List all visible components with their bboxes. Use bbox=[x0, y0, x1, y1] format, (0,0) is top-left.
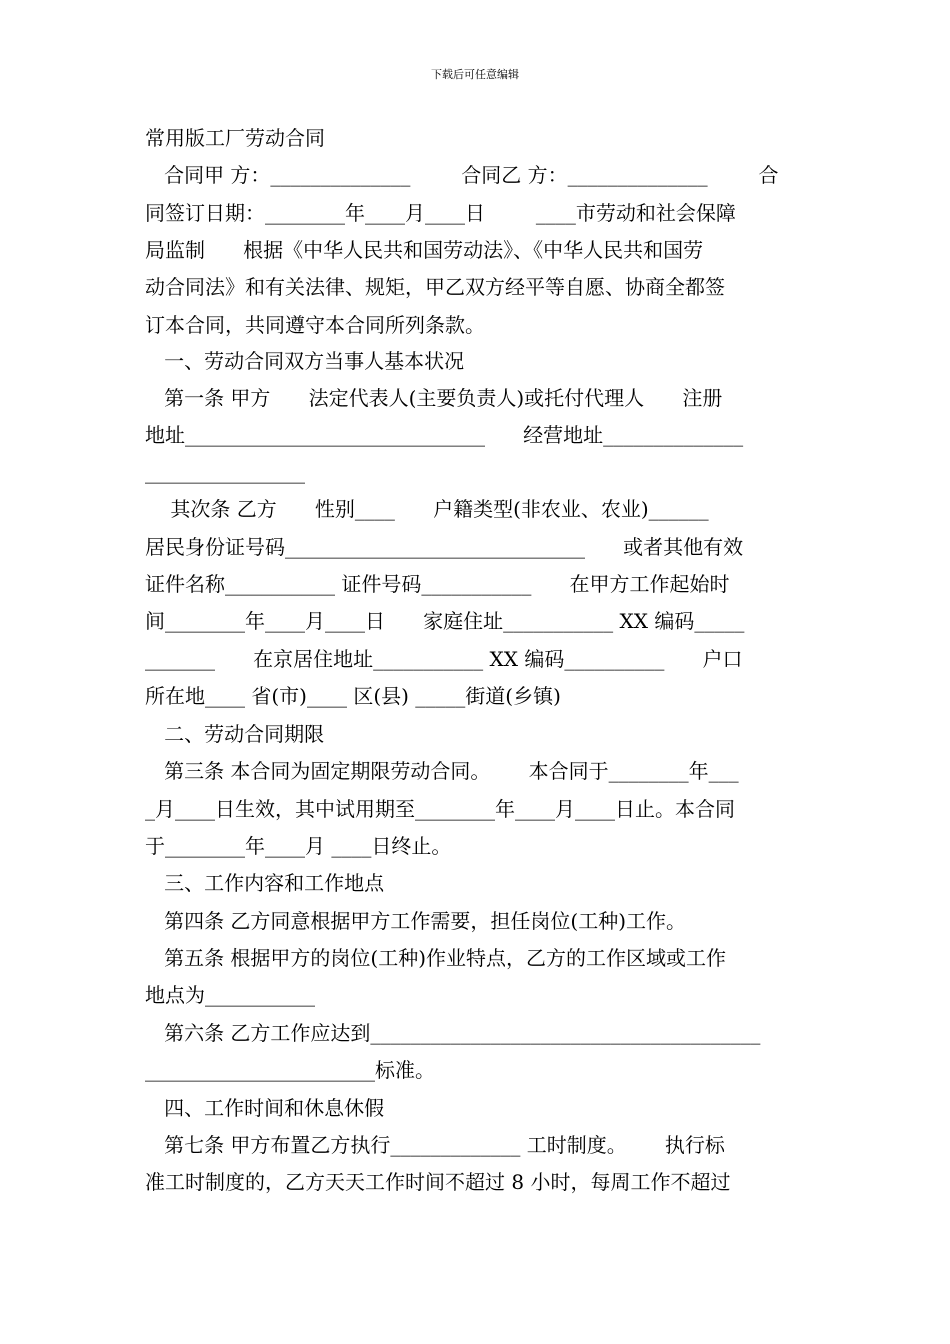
document-line: 一、劳动合同双方当事人基本状况 bbox=[145, 349, 465, 373]
document-line: 二、劳动合同期限 bbox=[145, 722, 325, 746]
document-line: _______ 在京居住地址___________ XX 编码__________ 户口 bbox=[145, 647, 743, 671]
document-line: 第三条 本合同为固定期限劳动合同。 本合同于________年___ bbox=[145, 759, 739, 783]
document-line: 地点为___________ bbox=[145, 983, 315, 1007]
document-line: 证件名称___________ 证件号码___________ 在甲方工作起始时 bbox=[145, 572, 730, 596]
page-header-note: 下载后可任意编辑 bbox=[431, 68, 519, 81]
document-line: 居民身份证号码______________________________ 或者其他有效 bbox=[145, 535, 744, 559]
document-line: 第六条 乙方工作应达到_______________________________________ bbox=[145, 1021, 761, 1045]
document-line: ________________ bbox=[145, 460, 305, 484]
document-line: 订本合同，共同遵守本合同所列条款。 bbox=[145, 313, 485, 337]
document-line: 准工时制度的，乙方天天工作时间不超过 8 小时，每周工作不超过 bbox=[145, 1170, 731, 1194]
document-line: 三、工作内容和工作地点 bbox=[145, 871, 385, 895]
document-line: 第四条 乙方同意根据甲方工作需要，担任岗位(工种)工作。 bbox=[145, 909, 687, 933]
document-line: _______________________标准。 bbox=[145, 1058, 435, 1082]
document-line: _月____日生效，其中试用期至________年____月____日止。本合同 bbox=[145, 797, 735, 821]
document-line: 其次条 乙方 性别____ 户籍类型(非农业、农业)______ bbox=[145, 497, 709, 521]
document-line: 合同甲 方：______________ 合同乙 方：______________ 合 bbox=[145, 163, 779, 187]
document-line: 地址______________________________ 经营地址______________ bbox=[145, 423, 744, 447]
document-line: 所在地____ 省(市)____ 区(县) _____街道(乡镇) bbox=[145, 684, 561, 708]
document-line: 动合同法》和有关法律、规矩，甲乙双方经平等自愿、协商全都签 bbox=[145, 275, 725, 299]
document-line: 间________年____月____日 家庭住址___________ XX 编码_____ bbox=[145, 609, 745, 633]
document-line: 第七条 甲方布置乙方执行_____________ 工时制度。 执行标 bbox=[145, 1133, 725, 1157]
document-line: 局监制 根据《中华人民共和国劳动法》、《中华人民共和国劳 bbox=[145, 238, 704, 262]
document-line: 于________年____月 ____日终止。 bbox=[145, 834, 452, 858]
document-line: 同签订日期：________年____月____日 ____市劳动和社会保障 bbox=[145, 201, 736, 225]
document-line: 第一条 甲方 法定代表人(主要负责人)或托付代理人 注册 bbox=[145, 386, 723, 410]
document-line: 常用版工厂劳动合同 bbox=[145, 126, 325, 150]
document-line: 第五条 根据甲方的岗位(工种)作业特点，乙方的工作区域或工作 bbox=[145, 946, 727, 970]
document-line: 四、工作时间和休息休假 bbox=[145, 1096, 385, 1120]
